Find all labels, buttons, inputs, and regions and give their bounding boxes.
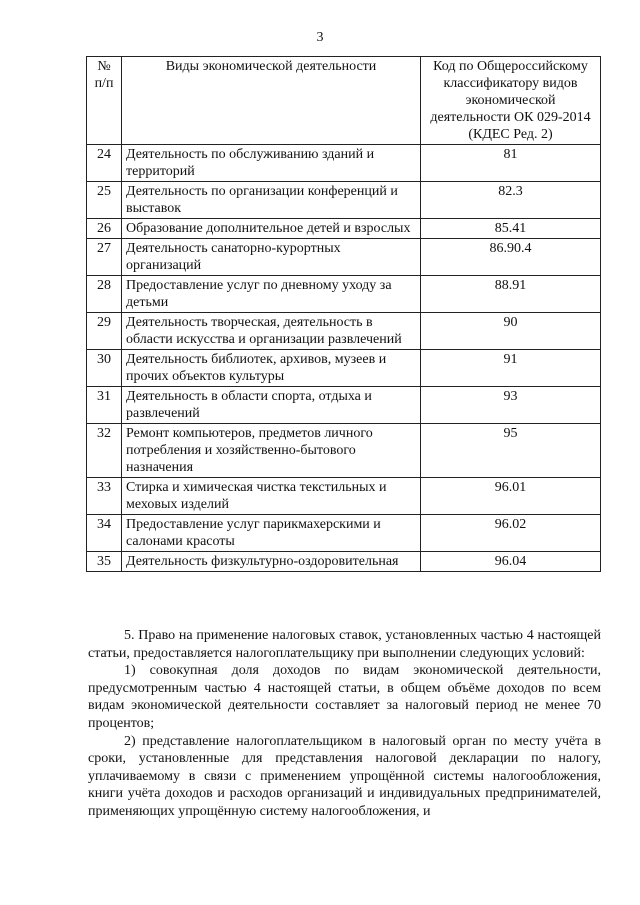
row-code: 93 (421, 387, 601, 424)
row-activity: Деятельность санаторно-курортных организаций (122, 239, 421, 276)
table-row (87, 515, 601, 552)
row-activity: Ремонт компьютеров, предметов личного потребления и хозяйственно-бытового назначения (122, 424, 421, 478)
row-activity: Образование дополнительное детей и взрослых (122, 219, 421, 239)
page-number: 3 (316, 30, 324, 45)
row-number: 30 (87, 350, 122, 387)
row-number: 33 (87, 478, 122, 515)
header-number: № п/п (87, 57, 122, 145)
header-activity: Виды экономической деятельности (122, 57, 421, 145)
row-activity: Стирка и химическая чистка текстильных и меховых изделий (122, 478, 421, 515)
row-code: 91 (421, 350, 601, 387)
table-row (87, 424, 601, 478)
row-code: 96.02 (421, 515, 601, 552)
row-activity: Деятельность в области спорта, отдыха и развлечений (122, 387, 421, 424)
row-activity: Предоставление услуг парикмахерскими и салонами красоты (122, 515, 421, 552)
paragraph: 5. Право на применение налоговых ставок, установленных частью 4 настоящей статьи, предоставляется налогоплательщику при выполнении следующих условий: (88, 628, 601, 661)
row-number: 35 (87, 552, 122, 572)
row-code: 96.04 (421, 552, 601, 572)
row-code: 86.90.4 (421, 239, 601, 276)
row-number: 31 (87, 387, 122, 424)
row-code: 96.01 (421, 478, 601, 515)
table-header-row (87, 57, 601, 145)
row-number: 25 (87, 182, 122, 219)
row-activity: Деятельность физкультурно-оздоровительная (122, 552, 421, 572)
row-activity: Деятельность творческая, деятельность в области искусства и организации развлечений (122, 313, 421, 350)
row-code: 81 (421, 145, 601, 182)
row-activity: Предоставление услуг по дневному уходу за детьми (122, 276, 421, 313)
row-number: 27 (87, 239, 122, 276)
table-row (87, 145, 601, 182)
table-row (87, 219, 601, 239)
table-row (87, 478, 601, 515)
row-number: 32 (87, 424, 122, 478)
table-row (87, 276, 601, 313)
row-code: 85.41 (421, 219, 601, 239)
paragraph: 1) совокупная доля доходов по видам экономической деятельности, предусмотренным частью 4 настоящей статьи, в общем объёме доходов по всем видам экономической деятельности составляет за налоговый период не менее 70 процентов; (88, 663, 601, 731)
row-code: 88.91 (421, 276, 601, 313)
row-activity: Деятельность по организации конференций и выставок (122, 182, 421, 219)
table-row (87, 313, 601, 350)
table-row (87, 239, 601, 276)
row-code: 95 (421, 424, 601, 478)
body-text (88, 627, 601, 821)
row-activity: Деятельность по обслуживанию зданий и территорий (122, 145, 421, 182)
row-number: 26 (87, 219, 122, 239)
table-row (87, 350, 601, 387)
row-number: 24 (87, 145, 122, 182)
row-code: 82.3 (421, 182, 601, 219)
table-body (87, 145, 601, 572)
table-row (87, 387, 601, 424)
activity-codes-table (86, 56, 601, 572)
row-number: 28 (87, 276, 122, 313)
row-number: 29 (87, 313, 122, 350)
table-row (87, 182, 601, 219)
table-row (87, 552, 601, 572)
paragraph: 2) представление налогоплательщиком в налоговый орган по месту учёта в сроки, установленные для представления налоговой декларации по налогу, уплачиваемому в связи с применением упрощённой системы налогообложения, книги учёта доходов и расходов организаций и индивидуальных предпринимателей, применяющих упрощённую систему налогообложения, и (88, 733, 601, 819)
row-number: 34 (87, 515, 122, 552)
row-code: 90 (421, 313, 601, 350)
header-code: Код по Общероссийскому классификатору видов экономической деятельности ОК 029-2014 (КДЕС Ред. 2) (421, 57, 601, 145)
row-activity: Деятельность библиотек, архивов, музеев и прочих объектов культуры (122, 350, 421, 387)
